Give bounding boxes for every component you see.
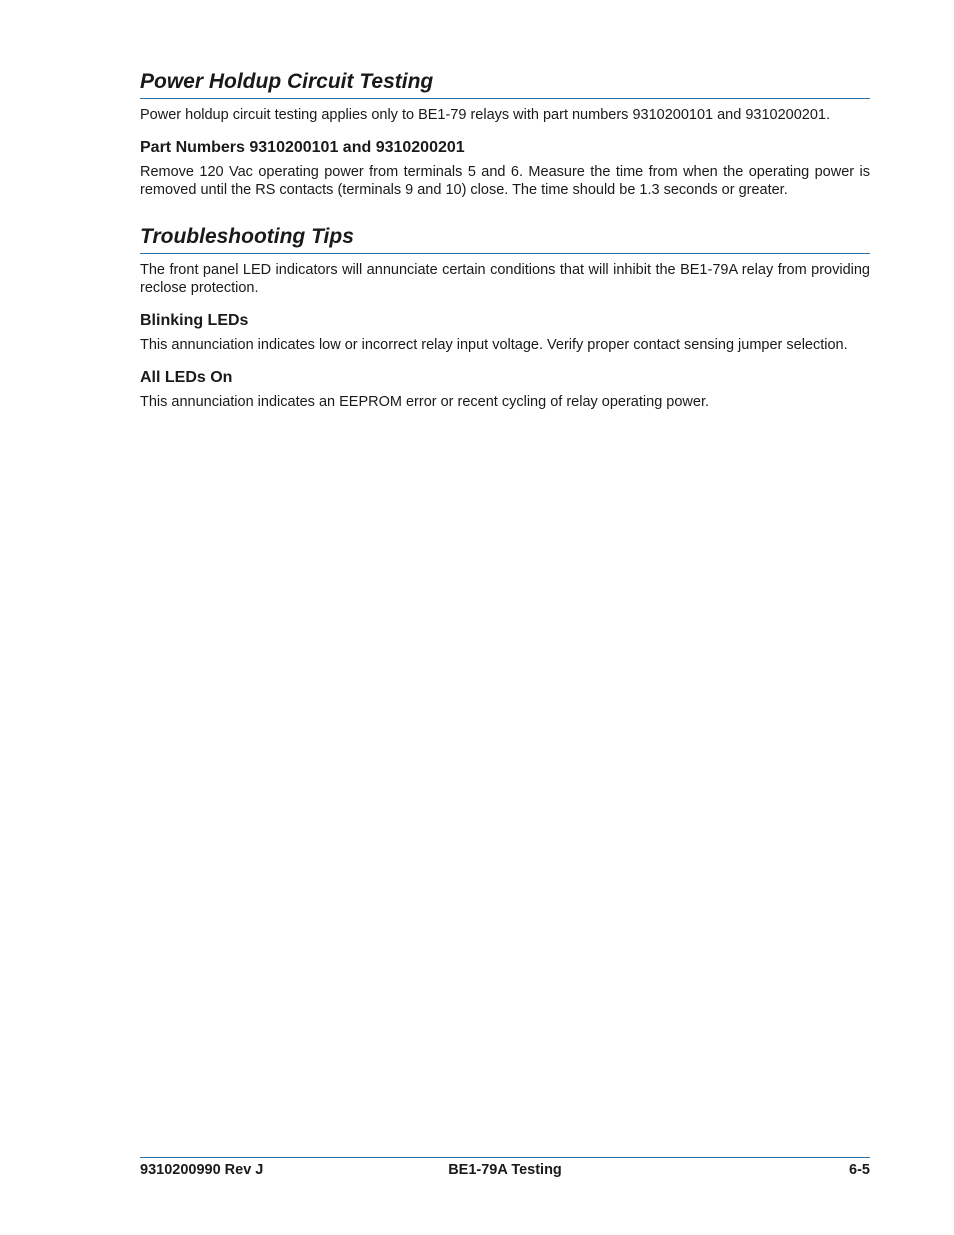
footer-document-number: 9310200990 Rev J bbox=[140, 1162, 264, 1178]
footer-section-title: BE1-79A Testing bbox=[448, 1162, 562, 1178]
section-heading-power-holdup: Power Holdup Circuit Testing bbox=[140, 68, 870, 99]
page-footer bbox=[140, 1157, 870, 1179]
subheading-part-numbers: Part Numbers 9310200101 and 9310200201 bbox=[140, 139, 465, 156]
paragraph-all-leds-on: This annunciation indicates an EEPROM error or recent cycling of relay operating power. bbox=[140, 394, 710, 410]
section-intro-troubleshooting: The front panel LED indicators will annunciate certain conditions that will inhibit the BE1-79A relay from providing reclose protection. bbox=[140, 262, 870, 296]
subheading-blinking-leds: Blinking LEDs bbox=[140, 312, 249, 329]
paragraph-part-numbers: Remove 120 Vac operating power from terminals 5 and 6. Measure the time from when the operating power is removed until the RS contacts (terminals 9 and 10) close. The time should be 1.3 seconds or greater. bbox=[140, 164, 870, 198]
section-intro-power-holdup: Power holdup circuit testing applies only to BE1-79 relays with part numbers 9310200101 and 9310200201. bbox=[140, 107, 831, 123]
paragraph-blinking-leds: This annunciation indicates low or incorrect relay input voltage. Verify proper contact sensing jumper selection. bbox=[140, 337, 848, 353]
page-content bbox=[140, 68, 870, 411]
subheading-all-leds-on: All LEDs On bbox=[140, 369, 233, 386]
section-heading-troubleshooting: Troubleshooting Tips bbox=[140, 223, 870, 254]
footer-page-number: 6-5 bbox=[849, 1162, 870, 1178]
